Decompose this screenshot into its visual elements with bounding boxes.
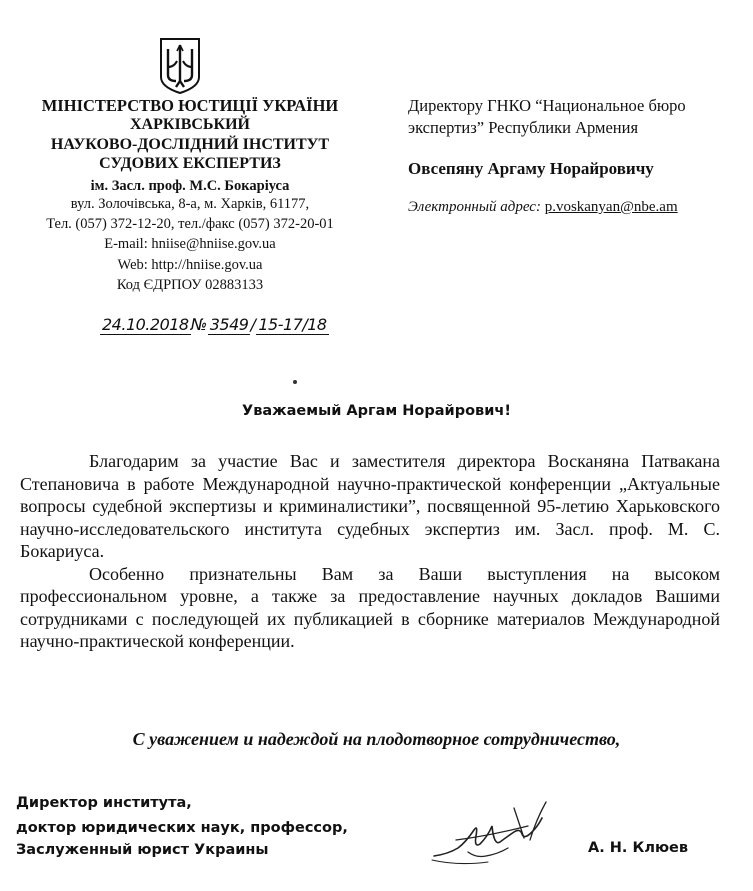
outgoing-number: 3549 [209, 315, 249, 334]
trident-emblem-icon [158, 37, 202, 95]
institute-name-line3: СУДОВИХ ЕКСПЕРТИЗ [99, 155, 281, 172]
institute-name-line2: НАУКОВО-ДОСЛІДНИЙ ІНСТИТУТ [50, 136, 330, 153]
addressee-position-line1: Директору ГНКО “Национальное бюро [408, 96, 686, 115]
handwritten-signature [428, 796, 588, 876]
institute-edrpou-code: Код ЄДРПОУ 02883133 [116, 277, 264, 293]
institute-email: E-mail: hniise@hniise.gov.ua [104, 236, 276, 252]
body-paragraph-2: Особенно признательны Вам за Ваши выступления на высоком профессиональном уровне, а также за предоставление научных докладов Вашими сотрудниками с последующей их публикацией в сборнике материалов Международной научно-практической конференции. [20, 563, 720, 651]
signatory-name: А. Н. Клюев [588, 840, 689, 856]
institute-website: Web: http://hniise.gov.ua [117, 257, 263, 273]
signatory-title-3: Заслуженный юрист Украины [16, 842, 269, 858]
addressee-email-link[interactable]: p.voskanyan@nbe.am [544, 199, 678, 215]
closing-phrase: С уважением и надеждой на плодотворное сотрудничество, [132, 729, 621, 749]
addressee-email-label: Электронный адрес: [408, 199, 541, 215]
institute-phones: Тел. (057) 372-12-20, тел./факс (057) 372-20-01 [46, 216, 334, 232]
paper-speck [293, 380, 297, 384]
institute-named-after: ім. Засл. проф. М.С. Бокаріуса [90, 178, 290, 194]
addressee-email-line [408, 197, 678, 217]
number-sign: № [190, 315, 207, 334]
institute-name-line1: ХАРКІВСЬКИЙ [129, 116, 250, 133]
ministry-name: МІНІСТЕРСТВО ЮСТИЦІЇ УКРАЇНИ [41, 96, 339, 115]
salutation: Уважаемый Аргам Норайрович! [242, 403, 511, 419]
letter-body [20, 450, 720, 653]
signatory-title-1: Директор института, [16, 795, 192, 811]
outgoing-date: 24.10.2018 [102, 315, 189, 334]
addressee-name: Овсепяну Аргаму Норайровичу [408, 159, 654, 178]
outgoing-suffix: 15-17/18 [258, 315, 327, 334]
institute-address: вул. Золочівська, 8-а, м. Харків, 61177, [70, 196, 310, 212]
body-paragraph-1: Благодарим за участие Вас и заместителя директора Восканяна Патвакана Степановича в работе Международной научно-практической конференции „Актуальные вопросы судебной экспертизы и криминалистики”, посвященной 95-летию Харьковского научно-исследовательского института судебных экспертиз им. Засл. проф. М. С. Бокариуса. [20, 451, 720, 561]
outgoing-reference-number: 24.10.2018 № 3549 / 15-17/18 [102, 315, 327, 334]
addressee-position-line2: экспертиз” Республики Армения [408, 118, 639, 137]
signatory-title-2: доктор юридических наук, профессор, [16, 820, 348, 836]
